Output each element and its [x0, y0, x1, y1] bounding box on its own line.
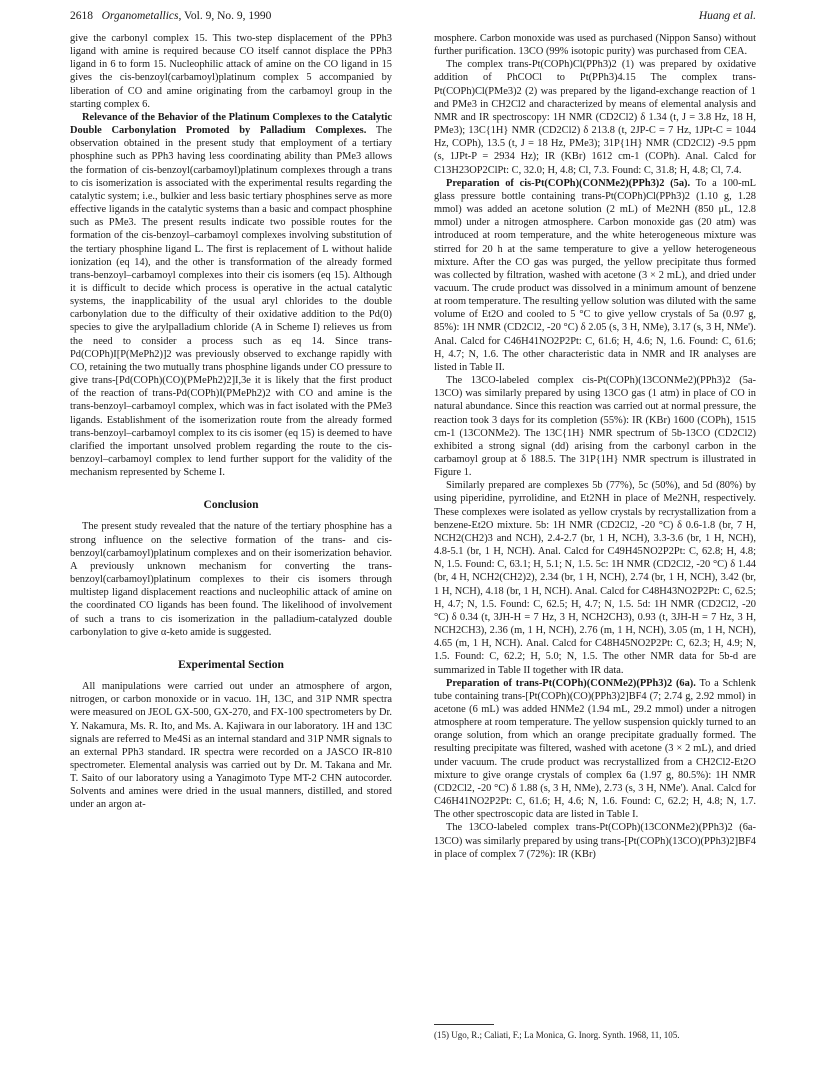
- footnote: (15) Ugo, R.; Caliati, F.; La Monica, G. Inorg. Synth. 1968, 11, 105.: [434, 1030, 680, 1040]
- run-in-heading-relevance: Relevance of the Behavior of the Platinum Complexes to the Catalytic Double Carbonylation Promoted by Palladium Complexes.: [70, 111, 392, 137]
- paragraph-conclusion: The present study revealed that the nature of the tertiary phosphine has a strong influence on the selective formation of the trans- and cis-benzoyl(carbamoyl)platinum complexes and on their isomerization behavior. A previously unknown mechanism for converting the trans-benzoyl(carbamoyl)platinum complexes to their cis isomers through multistep ligand displacement reactions and nucleophilic attack of amine on the coordinated CO ligands has been found. The likelihood of involvement of such a trans to cis isomerization in the palladium-catalyzed double carbonylation to give α-keto amide is suggested.: [70, 521, 392, 638]
- paragraph-13co-labeled-5a: The 13CO-labeled complex cis-Pt(COPh)(13CONMe2)(PPh3)2 (5a-13CO) was similarly prepared by using 13CO gas (1 atm) in place of CO in natural abundance. Since this reaction was carried out at normal pressure, the reaction took 3 days for its completion (55%): IR (KBr) 1600 (COPh), 1515 cm-1 (13CONMe2). The 13C{1H} NMR spectrum of 5b-13CO (CD2Cl2) exhibited a strong signal (dd) arising from the carbonyl carbon in the carbamoyl group at δ 188.5. The 31P{1H} NMR spectrum is illustrated in Figure 1.: [434, 375, 756, 479]
- run-in-heading-6a: Preparation of trans-Pt(COPh)(CONMe2)(PPh3)2 (6a).: [446, 677, 696, 689]
- volume-issue: Vol. 9, No. 9, 1990: [184, 10, 272, 22]
- paragraph-relevance: [70, 111, 392, 479]
- paragraph-relevance-body: The observation obtained in the present study that employment of a tertiary phosphine such as PPh3 having less coordinating ability than PMe3 allows the formation of cis-benzoyl(carbamoyl)platinum complexes through a trans to cis isomerization is associated with the experimental results regarding the catalytic system; i.e., bulkier and less basic tertiary phosphines serve as more effective ligands in the catalytic systems than a basic and compact phosphine such as PMe3. The present results indicate two possible routes for the formation of the cis-benzoyl–carbamoyl complexes involving substitution of the tertiary phosphine ligand L. The first is replacement of L without halide ionization (eq 14), and the other is transformation of the already formed trans-benzoyl–carbamoyl complexes into their cis isomers (eq 15). Although it is difficult to decide which process is operative in the actual catalytic systems, the inapplicability of the usual aryl chlorides to the double carbonylation due to the difficulty of their oxidative addition to the Pd(0) species to give the arylpalladium chloride (A in Scheme I) relieves us from the need to consider a process such as eq 14. Since trans-Pd(COPh)I[P(MePh2)]2 was previously observed to exchange rapidly with CO, retaining the two mutually trans phosphine ligands under CO pressure to give trans-[Pd(COPh)(CO)(PMePh2)2]I,3e it is likely that the first product of the reaction of trans-Pd(COPh)I(PMePh2)2 with CO and amine is the trans-benzoyl–carbamoyl complex, which was in fact isolated with the PMe3 ligands. Establishment of the isomerization route from the already formed trans-benzoyl–carbamoyl complex to its cis isomer (eq 15) is deemed to have clarified the important unsolved problem regarding the route to the cis-benzoyl–carbamoyl complex to lend further support for the validity of the mechanism represented by Scheme I.: [70, 125, 392, 479]
- paragraph-complex-prep: The complex trans-Pt(COPh)Cl(PPh3)2 (1) was prepared by oxidative addition of PhCOCl to Pt(PPh3)4.15 The complex trans-Pt(COPh)Cl(PMe3)2 (2) was prepared by the ligand-exchange reaction of 1 and PMe3 in CH2Cl2 and characterized by means of elemental analysis and NMR and IR spectroscopy: 1H NMR (CD2Cl2) δ 1.34 (t, J = 3.8 Hz, 18 H, PMe3); 13C{1H} NMR (CD2Cl2) δ 213.8 (t, 2JP-C = 7 Hz, 1JPt-C = 1044 Hz, COPh), 13.5 (t, J = 18 Hz, PMe3); 31P{1H} NMR (CD2Cl2) -9.5 ppm (s, 1JPt-P = 2934 Hz); IR (KBr) 1612 cm-1 (COPh). Anal. Calcd for C13H23OP2ClPt: C, 32.0; H, 4.8; Cl, 7.3. Found: C, 31.8; H, 4.8; Cl, 7.4.: [434, 59, 756, 176]
- footnote-rule: [434, 1024, 494, 1025]
- page-header: [70, 10, 756, 26]
- running-authors: Huang et al.: [698, 10, 756, 22]
- paragraph-complexes-5b-d: Similarly prepared are complexes 5b (77%), 5c (50%), and 5d (80%) by using piperidine, pyrrolidine, and Et2NH in place of Me2NH, respectively. These complexes were isolated as yellow crystals by recrystallization from a benzene-Et2O mixture. 5b: 1H NMR (CD2Cl2, -20 °C) δ 0.6-1.8 (br, 7 H, NCH2(CH2)3 and NCH), 2.4-2.7 (br, 1 H, NCH), 3.3-3.6 (br, 1 H, NCH), 4.8-5.1 (br, 1 H, NCH). Anal. Calcd for C49H45NO2P2Pt: C, 62.8; H, 4.8; N, 1.5. Found: C, 63.1; H, 5.1; N, 1.5. 5c: 1H NMR (CD2Cl2, -20 °C) δ 1.44 (br, 4 H, NCH2(CH2)2), 2.34 (br, 1 H, NCH), 2.74 (br, 1 H, NCH), 3.42 (br, 1 H, NCH), 4.18 (br, 1 H, NCH). Anal. Calcd for C48H43NO2P2Pt: C, 62.5; H, 4.7; N, 1.5. Found: C, 62.5; H, 4.7; N, 1.5. 5d: 1H NMR (CD2Cl2, -20 °C) δ 0.34 (t, 3JH-H = 7 Hz, 3 H, NCH2CH3), 0.93 (t, 3JH-H = 7 Hz, 3 H, NCH2CH3), 2.36 (m, 1 H, NCH), 2.76 (m, 1 H, NCH), 3.05 (m, 1 H, NCH), 4.65 (m, 1 H, NCH). Anal. Calcd for C48H45NO2P2Pt: C, 62.3; H, 4.9; N, 1.5. Found: C, 62.2; H, 5.0; N, 1.5. The other NMR data for 5b-d are summarized in Table II together with IR data.: [434, 480, 756, 676]
- page-number: 2618: [70, 10, 93, 22]
- paragraph-prep-5a-body: To a 100-mL glass pressure bottle containing trans-Pt(COPh)Cl(PPh3)2 (1.10 g, 1.28 mmol) was added an acetone solution (2 mL) of Me2NH (850 μL, 12.8 mmol) under a nitrogen atmosphere. Carbon monoxide gas (20 atm) was introduced at room temperature, and the white heterogeneous mixture was stirred for 20 h at the same temperature to give a yellow heterogeneous mixture. After the CO gas was purged, the yellow precipitate thus formed was collected by filtration, washed with acetone (3 × 2 mL), and dried under vacuum. The crude product was dissolved in a minimum amount of benzene at room temperature. The resulting yellow solution was diluted with the same volume of Et2O and cooled to 5 °C to give yellow crystals of 5a (0.97 g, 85%): 1H NMR (CD2Cl2, -20 °C) δ 2.05 (s, 3 H, NMe), 3.17 (s, 3 H, NMe'). Anal. Calcd for C46H41NO2P2Pt: C, 61.6; H, 4.6; N, 1.6. Found: C, 61.6; H, 4.7; N, 1.6. The other characteristic data in NMR and IR analyses are listed in Table II.: [434, 177, 756, 373]
- right-column: [434, 32, 756, 861]
- paragraph-continued: give the carbonyl complex 15. This two-step displacement of the PPh3 ligand with amine is required because CO itself cannot displace the PPh3 ligand in 6 to form 15. Nucleophilic attack of amine on the CO ligand in 15 gives the cis-benzoyl(carbamoyl)platinum complex 5 accompanied by liberation of CO and amine originating from the carbamoyl group in the starting complex 6.: [70, 33, 392, 110]
- header-left: [70, 10, 271, 22]
- journal-name: Organometallics,: [101, 10, 182, 22]
- paragraph-13co-labeled-6a: The 13CO-labeled complex trans-Pt(COPh)(13CONMe2)(PPh3)2 (6a-13CO) was similarly prepared by using trans-[Pt(COPh)(13CO)(PPh3)2]BF4 in place of complex 7 (72%): IR (KBr): [434, 822, 756, 860]
- paragraph-prep-6a-body: To a Schlenk tube containing trans-[Pt(COPh)(CO)(PPh3)2]BF4 (7; 2.74 g, 2.92 mmol) in acetone (6 mL) was added HNMe2 (1.94 mL, 29.2 mmol) under a nitrogen atmosphere at room temperature. The yellow suspension quickly turned to an orange solution, from which an orange precipitate gradually formed. The resulting precipitate was filtered, washed with acetone (3 × 2 mL), and dried under vacuum. The crude product was recrystallized from a CH2Cl2-Et2O mixture to give orange crystals of complex 6a (1.97 g, 80.5%): 1H NMR (CD2Cl2, -20 °C) δ 1.88 (s, 3 H, NMe), 2.73 (s, 3 H, NMe'). Anal. Calcd for C46H41NO2P2Pt: C, 61.6; H, 4.6; N, 1.6. Found: C, 62.2; H, 4.8; N, 1.7. The other spectroscopic data are listed in Table I.: [434, 677, 756, 821]
- paragraph-prep-5a: [434, 177, 756, 374]
- paragraph-prep-6a: [434, 677, 756, 822]
- left-column: [70, 32, 392, 812]
- paragraph-continued-right: mosphere. Carbon monoxide was used as purchased (Nippon Sanso) without further purification. 13CO (99% isotopic purity) was purchased from CEA.: [434, 33, 756, 58]
- section-title-conclusion: Conclusion: [203, 499, 259, 512]
- run-in-heading-5a: Preparation of cis-Pt(COPh)(CONMe2)(PPh3)2 (5a).: [446, 177, 691, 189]
- section-title-experimental: Experimental Section: [178, 658, 284, 671]
- paragraph-experimental: All manipulations were carried out under an atmosphere of argon, nitrogen, or carbon monoxide or in vacuo. 1H, 13C, and 31P NMR spectra were measured on JEOL GX-500, GX-270, and FX-100 spectrometers by Dr. Y. Nakamura, Ms. R. Ito, and Ms. A. Kajiwara in our laboratory. 1H and 13C signals are referred to Me4Si as an internal standard and 31P NMR signals to an external PPh3 standard. IR spectra were recorded on a JASCO IR-810 spectrometer. Elemental analysis was carried out by Dr. M. Takana and Mr. T. Saito of our laboratory using a Yanagimoto Type MT-2 CHN autocorder. Solvents and amines were dried in the usual manners, distilled, and stored under an argon at-: [70, 681, 392, 811]
